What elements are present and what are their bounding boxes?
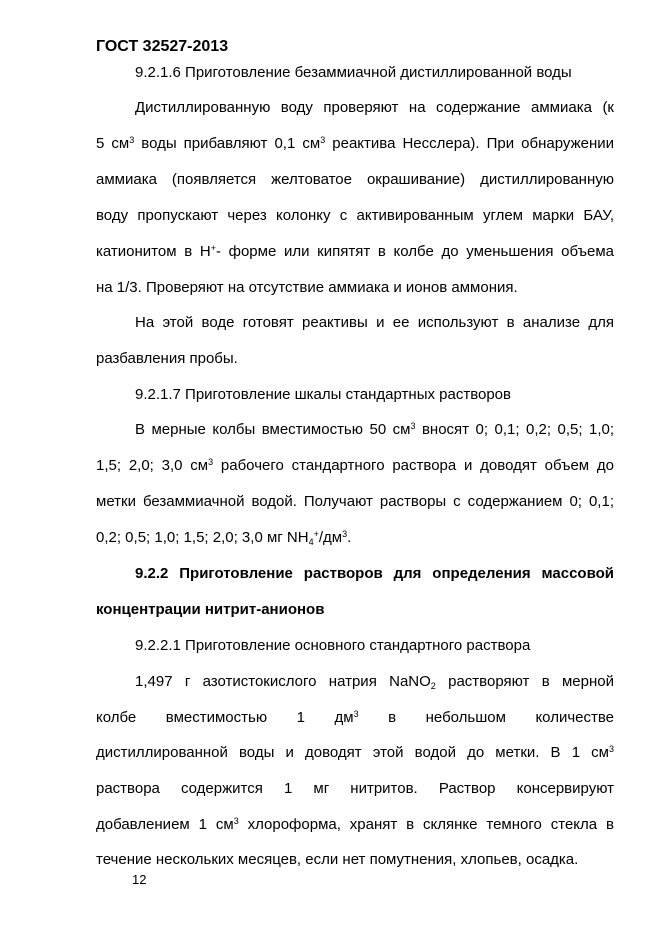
paragraph-line: раствора содержится 1 мг нитритов. Раствор консервируют: [96, 780, 614, 797]
section-title-9-2-2-1: 9.2.2.1 Приготовление основного стандартного раствора: [135, 637, 531, 654]
paragraph-line: воду пропускают через колонку с активированным углем марки БАУ,: [96, 207, 614, 224]
paragraph-line: добавлением 1 $см^3$ хлороформа, хранят в склянке темного стекла в: [96, 816, 614, 833]
paragraph-line: течение нескольких месяцев, если нет помутнения, хлопьев, осадка.: [96, 851, 579, 868]
paragraph-line: разбавления пробы.: [96, 350, 238, 367]
paragraph-line: 1,5; 2,0; 3,0 $см^3$ рабочего стандартного раствора и доводят объем до: [96, 457, 614, 474]
paragraph-line: 5 $см^3$ воды прибавляют 0,1 $см^3$ реактива Несслера). При обнаружении: [96, 135, 615, 152]
paragraph-line: метки безаммиачной водой. Получают растворы с содержанием 0; 0,1;: [96, 493, 614, 510]
paragraph-line: 1,497 г азотистокислого натрия NaNO$_2$ растворяют в мерной: [135, 673, 614, 691]
paragraph-line: на 1/3. Проверяют на отсутствие аммиака и ионов аммония.: [96, 279, 518, 296]
paragraph-line: На этой воде готовят реактивы и ее используют в анализе для: [135, 314, 614, 331]
paragraph-line: аммиака (появляется желтоватое окрашивание) дистиллированную: [96, 171, 614, 188]
page-number: 12: [132, 872, 147, 887]
document-header: ГОСТ 32527-2013: [96, 38, 229, 55]
section-heading-9-2-2-line2: концентрации нитрит-анионов: [96, 601, 325, 618]
paragraph-line: Дистиллированную воду проверяют на содержание аммиака (к: [135, 99, 614, 116]
section-title-9-2-1-7: 9.2.1.7 Приготовление шкалы стандартных растворов: [135, 386, 511, 403]
paragraph-line: катионитом в Н+- форме или кипятят в колбе до уменьшения объема: [96, 243, 614, 260]
paragraph-line: дистиллированной воды и доводят этой водой до метки. В 1 $см^3$: [96, 744, 614, 761]
paragraph-line: В мерные колбы вместимостью 50 $см^3$ вносят 0; 0,1; 0,2; 0,5; 1,0;: [135, 421, 614, 438]
paragraph-line: колбе вместимостью 1 $дм^3$ в небольшом количестве: [96, 709, 614, 726]
section-title-9-2-1-6: 9.2.1.6 Приготовление безаммиачной дистиллированной воды: [135, 64, 572, 81]
section-heading-9-2-2: 9.2.2 Приготовление растворов для определения массовой: [135, 565, 614, 582]
paragraph-line: 0,2; 0,5; 1,0; 1,5; 2,0; 3,0 мг $NH_4^+/дм^3$.: [96, 529, 352, 547]
